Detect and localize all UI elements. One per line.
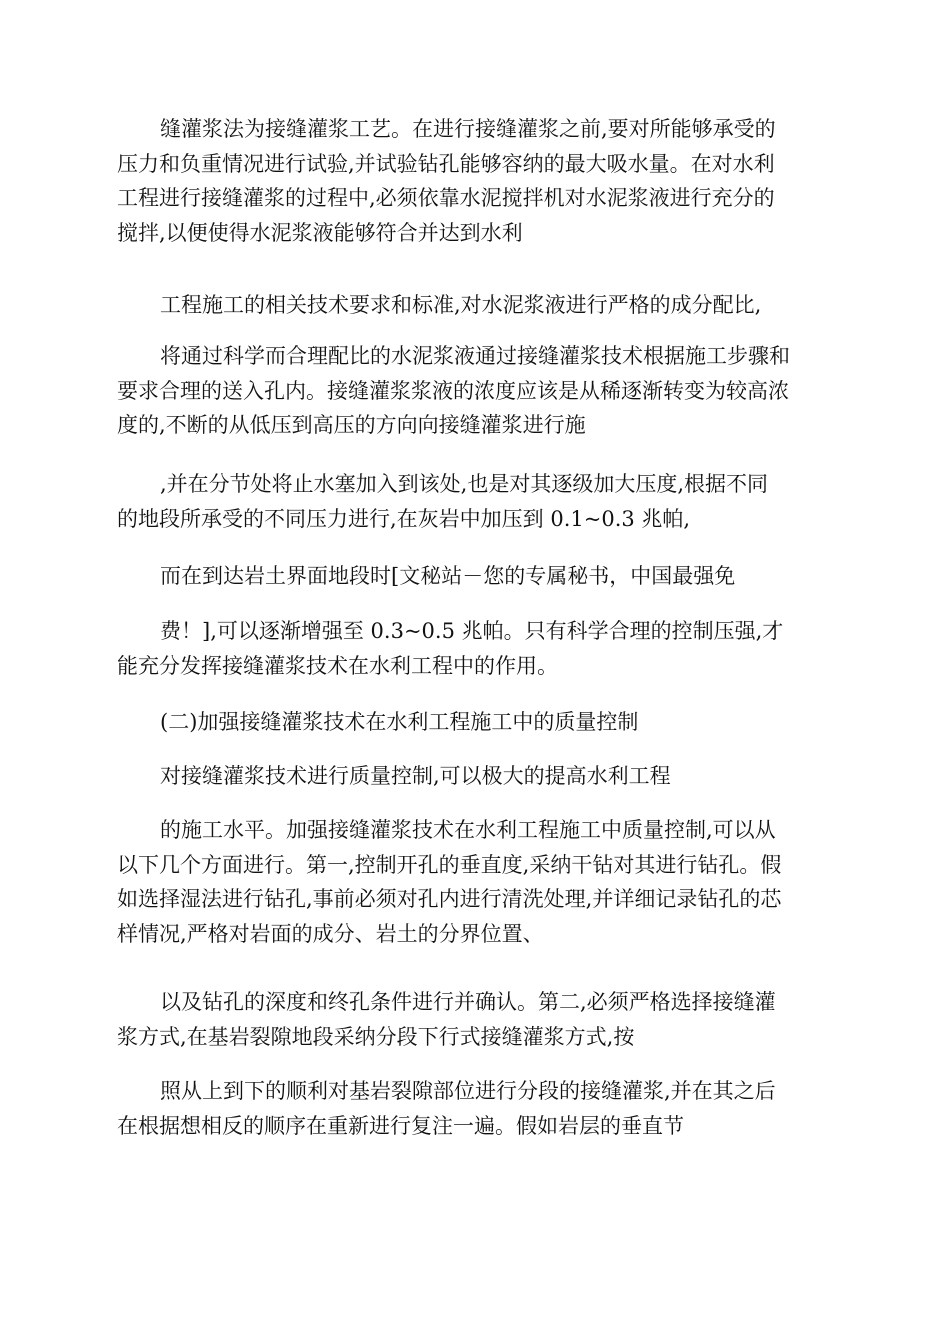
text-line: 对接缝灌浆技术进行质量控制,可以极大的提高水利工程 — [160, 764, 671, 788]
text-line: 要求合理的送入孔内。接缝灌浆浆液的浓度应该是从稀逐渐转变为较高浓 — [117, 378, 789, 403]
paragraph — [117, 1074, 837, 1143]
text-line: 工程施工的相关技术要求和标准,对水泥浆液进行严格的成分配比, — [160, 293, 762, 317]
text-line: 的施工水平。加强接缝灌浆技术在水利工程施工中质量控制,可以从 — [160, 818, 776, 842]
paragraph — [117, 467, 837, 536]
text-line: 搅拌,以便使得水泥浆液能够符合并达到水利 — [117, 220, 523, 245]
section-heading — [117, 705, 837, 740]
paragraph — [117, 288, 837, 323]
text-line: 如选择湿法进行钻孔,事前必须对孔内进行清洗处理,并详细记录钻孔的芯 — [117, 887, 782, 911]
text-line: 工程进行接缝灌浆的过程中,必须依靠水泥搅拌机对水泥浆液进行充分的 — [117, 186, 775, 210]
text-line: 以及钻孔的深度和终孔条件进行并确认。第二,必须严格选择接缝灌 — [160, 990, 776, 1014]
text-line: 样情况,严格对岩面的成分、岩土的分界位置、 — [117, 921, 544, 946]
text-line: 缝灌浆法为接缝灌浆工艺。在进行接缝灌浆之前,要对所能够承受的 — [160, 117, 776, 141]
text-line: 度的,不断的从低压到高压的方向向接缝灌浆进行施 — [117, 413, 586, 437]
paragraph — [117, 759, 837, 794]
text-line: 而在到达岩土界面地段时[文秘站－您的专属秘书，中国最强免 — [160, 564, 736, 588]
text-line: 照从上到下的顺利对基岩裂隙部位进行分段的接缝灌浆,并在其之后 — [160, 1079, 776, 1103]
text-line: 能充分发挥接缝灌浆技术在水利工程中的作用。 — [117, 653, 558, 678]
paragraph — [117, 559, 837, 594]
text-line: 的地段所承受的不同压力进行,在灰岩中加压到 0.1~0.3 兆帕, — [117, 506, 691, 531]
text-line: 以下几个方面进行。第一,控制开孔的垂直度,采纳干钻对其进行钻孔。假 — [117, 852, 782, 877]
text-line: (二)加强接缝灌浆技术在水利工程施工中的质量控制 — [160, 710, 639, 734]
paragraph — [117, 614, 837, 683]
text-line: 浆方式,在基岩裂隙地段采纳分段下行式接缝灌浆方式,按 — [117, 1024, 635, 1049]
text-line: 在根据想相反的顺序在重新进行复注一遍。假如岩层的垂直节 — [117, 1113, 684, 1138]
text-line: 费！],可以逐渐增强至 0.3~0.5 兆帕。只有科学合理的控制压强,才 — [160, 619, 784, 643]
text-line: ,并在分节处将止水塞加入到该处,也是对其逐级加大压度,根据不同 — [160, 472, 769, 496]
paragraph — [117, 813, 837, 951]
paragraph — [117, 985, 837, 1054]
paragraph — [117, 339, 837, 443]
text-line: 压力和负重情况进行试验,并试验钻孔能够容纳的最大吸水量。在对水利 — [117, 151, 775, 176]
text-line: 将通过科学而合理配比的水泥浆液通过接缝灌浆技术根据施工步骤和 — [160, 344, 790, 368]
paragraph — [117, 112, 837, 250]
